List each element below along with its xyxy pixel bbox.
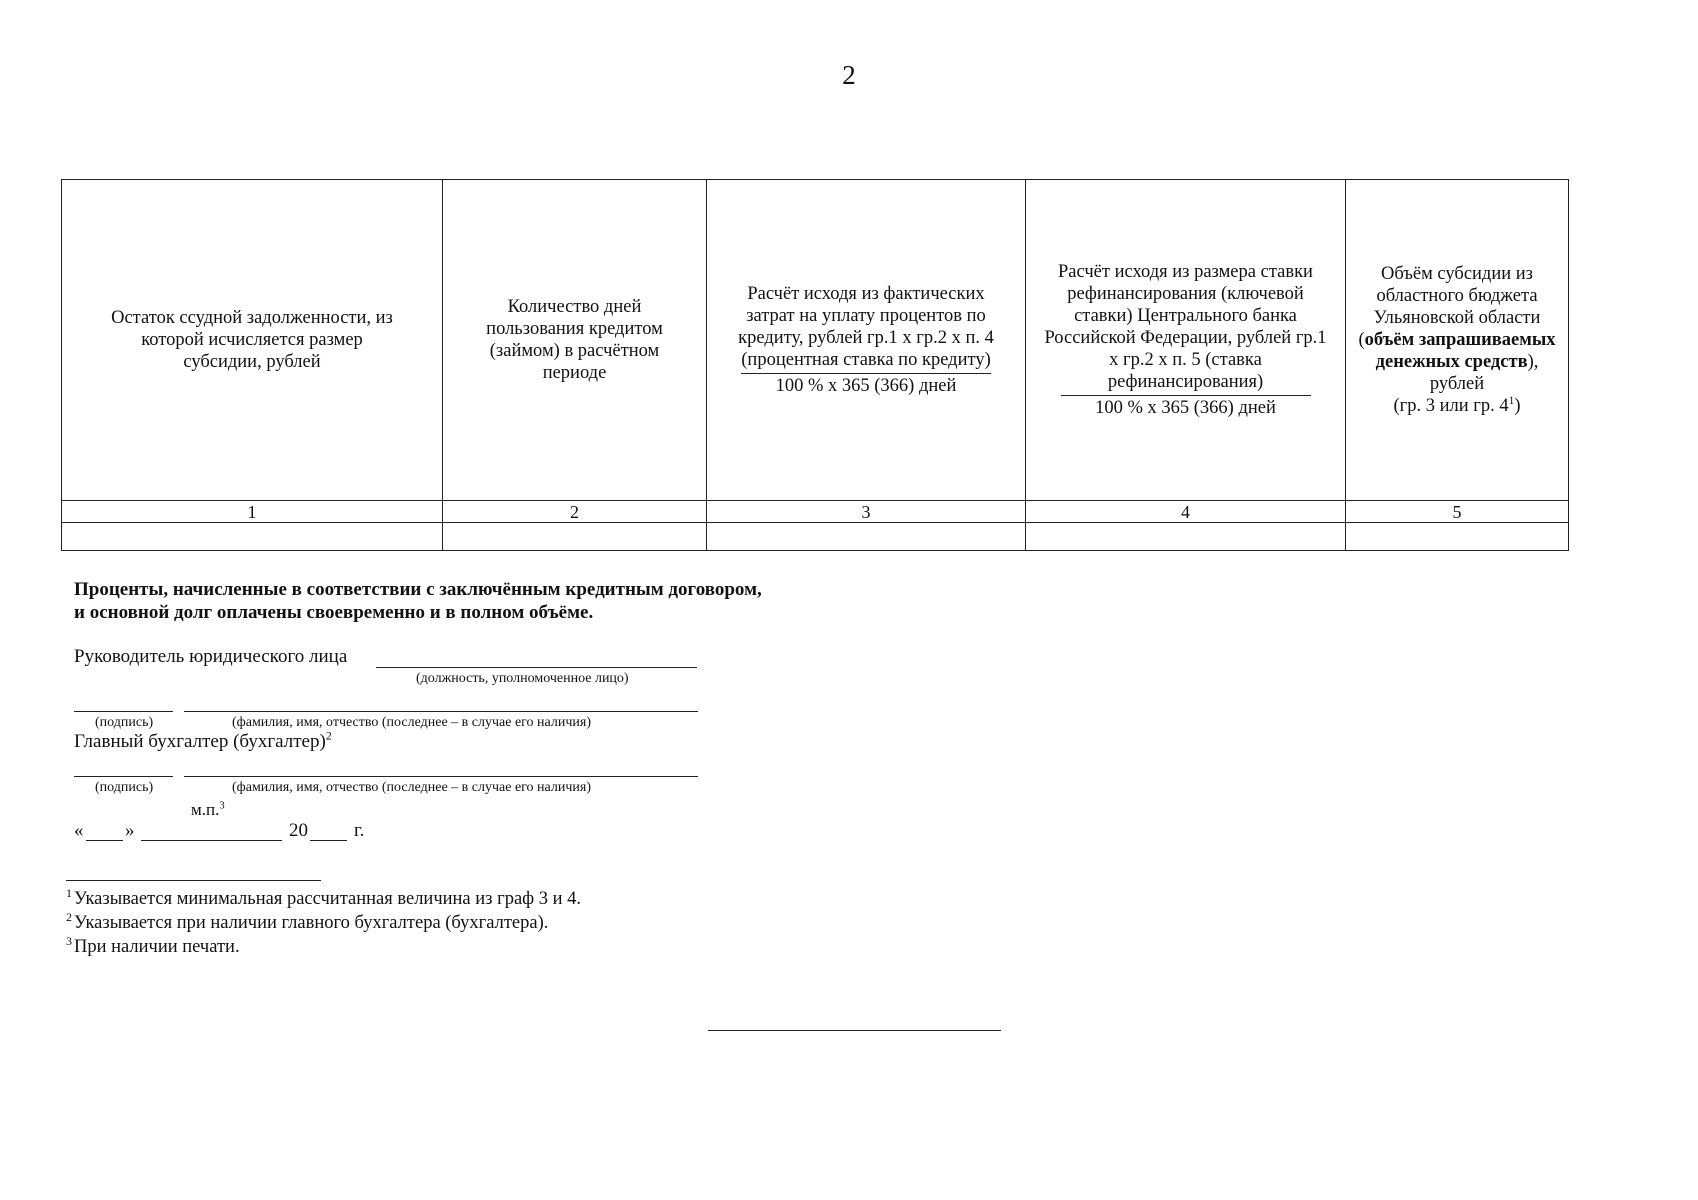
date-year-suffix: г. (354, 820, 365, 841)
column-number: 5 (1346, 501, 1569, 523)
date-open-quote: « (74, 820, 84, 841)
header-loan-balance (62, 180, 443, 501)
header-actual-costs-formula: Расчёт исходя из фактических затрат на уплату процентов по кредиту, рублей гр.1 х гр.2 х п. 4 (процентная ставка по кредиту) (738, 284, 994, 370)
accountant-name-caption: (фамилия, имя, отчество (последнее – в случае его наличия) (232, 780, 591, 795)
subsidy-volume-part1: Объём субсидии из областного бюджета Ульяновской области (1373, 264, 1541, 328)
accountant-signature-caption: (подпись) (95, 780, 154, 795)
accountant-label (74, 731, 332, 753)
header-days-count-text: Количество дней пользования кредитом (займом) в расчётном периоде (486, 297, 663, 383)
footnote-item (66, 935, 581, 959)
subsidy-volume-after: ), рублей (1429, 352, 1539, 394)
column-number-row (62, 501, 1569, 523)
footnote-number: 3 (66, 933, 72, 948)
fraction-divider (1061, 395, 1311, 396)
accountant-signature-line[interactable] (74, 776, 173, 777)
head-signature-line[interactable] (74, 711, 173, 712)
statement-line-2: и основной долг оплачены своевременно и в полном объёме. (74, 602, 594, 623)
column-number: 2 (443, 501, 707, 523)
header-refinancing-denominator: 100 % х 365 (366) дней (1095, 398, 1276, 418)
header-refinancing-formula: Расчёт исходя из размера ставки рефинансирования (ключевой ставки) Центрального банка Российской Федерации, рублей гр.1 х гр.2 х п. 5 (ставка рефинансирования) (1044, 262, 1327, 392)
header-subsidy-volume-text (1346, 263, 1568, 417)
date-year-line[interactable] (310, 840, 347, 841)
data-cell[interactable] (443, 523, 707, 551)
footnote-number: 1 (66, 885, 72, 900)
stamp-footnote-ref: 3 (219, 800, 225, 812)
header-refinancing-calc (1026, 180, 1346, 501)
date-close-quote: » (125, 820, 135, 841)
data-cell[interactable] (1346, 523, 1569, 551)
footnote-number: 2 (66, 909, 72, 924)
data-cell[interactable] (1026, 523, 1346, 551)
footnote-text: При наличии печати. (74, 937, 240, 957)
subsidy-volume-formula: (гр. 3 или гр. 4 (1393, 396, 1509, 416)
date-day-line[interactable] (86, 840, 123, 841)
fraction-divider (741, 373, 991, 374)
stamp-label-text: м.п. (191, 800, 220, 819)
footnote-separator (66, 880, 321, 881)
header-actual-costs-denominator: 100 % х 365 (366) дней (775, 376, 957, 396)
subsidy-volume-formula-end: ) (1514, 396, 1521, 416)
head-position-caption: (должность, уполномоченное лицо) (416, 671, 629, 686)
date-month-line[interactable] (141, 840, 282, 841)
document-end-line (708, 1030, 1001, 1031)
header-days-count (443, 180, 707, 501)
accountant-label-text: Главный бухгалтер (бухгалтер) (74, 731, 326, 752)
data-cell[interactable] (62, 523, 443, 551)
header-loan-balance-text: Остаток ссудной задолженности, из которой исчисляется размер субсидии, рублей (111, 308, 393, 372)
subsidy-volume-footnote-ref: 1 (1508, 394, 1515, 407)
date-year-prefix: 20 (289, 820, 308, 841)
head-signature-caption: (подпись) (95, 715, 154, 730)
accountant-footnote-ref: 2 (325, 729, 332, 743)
page-number: 2 (842, 60, 856, 90)
footnote-text: Указывается минимальная рассчитанная величина из граф 3 и 4. (74, 889, 582, 909)
table-data-row (62, 523, 1569, 551)
accountant-name-line[interactable] (184, 776, 698, 777)
head-name-line[interactable] (184, 711, 698, 712)
footnote-item (66, 911, 581, 935)
statement-line-1: Проценты, начисленные в соответствии с заключённым кредитным договором, (74, 579, 762, 600)
footnote-text: Указывается при наличии главного бухгалтера (бухгалтера). (74, 913, 549, 933)
head-name-caption: (фамилия, имя, отчество (последнее – в случае его наличия) (232, 715, 591, 730)
header-subsidy-volume (1346, 180, 1569, 501)
footnote-item (66, 887, 581, 911)
column-number: 4 (1026, 501, 1346, 523)
subsidy-volume-bold: объём запрашиваемых денежных средств (1364, 330, 1556, 372)
column-number: 3 (707, 501, 1026, 523)
data-cell[interactable] (707, 523, 1026, 551)
subsidy-calculation-table (61, 179, 1569, 551)
head-label: Руководитель юридического лица (74, 646, 348, 667)
subsidy-volume-open-paren: ( (1358, 330, 1365, 350)
footnotes (66, 887, 581, 959)
head-position-line[interactable] (376, 667, 697, 668)
payment-statement (74, 578, 762, 624)
stamp-label (191, 799, 225, 821)
header-actual-costs-calc (707, 180, 1026, 501)
table-header-row (62, 180, 1569, 501)
column-number: 1 (62, 501, 443, 523)
